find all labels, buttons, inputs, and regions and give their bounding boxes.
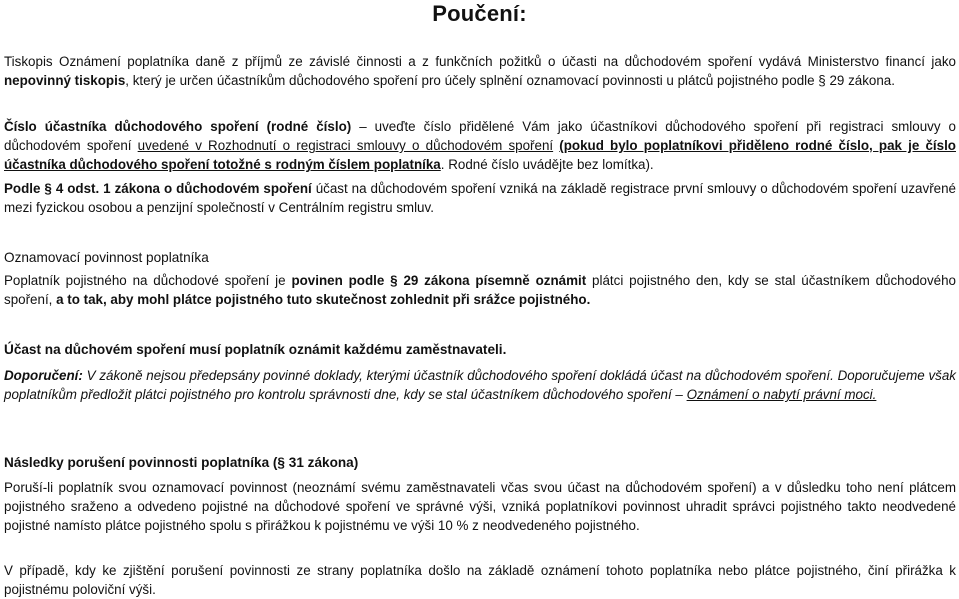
recommendation-document-name: Oznámení o nabytí právní moci. bbox=[686, 387, 877, 402]
participant-number-paragraph bbox=[4, 117, 956, 174]
law-reference-text: účast na důchodovém spoření vzniká na základě registrace první smlouvy o důchodovém spoření uzavřené mezi fyzickou osobou a penzijní společností v Centrálním registru smluv. bbox=[4, 181, 956, 215]
participant-number-text-1: – uveďte číslo přidělené Vám jako účastníkovi důchodového spoření při registraci smlouvy o důchodovém spoření bbox=[4, 119, 956, 153]
consequences-heading-text: Následky porušení povinnosti poplatníka (§ 31 zákona) bbox=[4, 455, 359, 470]
every-employer-heading bbox=[4, 340, 956, 359]
notification-emphasis-2: a to tak, aby mohl plátce pojistného tuto skutečnost zohlednit při srážce pojistného. bbox=[56, 292, 591, 307]
notification-text-2: plátci pojistného den, kdy se stal účastníkem důchodového spoření, bbox=[4, 273, 956, 307]
consequences-paragraph-2: V případě, kdy ke zjištění porušení povinnosti ze strany poplatníka došlo na základě oznámení tohoto poplatníka nebo plátce pojistného, činí přirážka k pojistnému poloviční výši. bbox=[4, 563, 956, 597]
consequences-heading bbox=[4, 453, 956, 472]
notification-duty-paragraph bbox=[4, 271, 956, 309]
notification-duty-heading: Oznamovací povinnost poplatníka bbox=[4, 250, 209, 265]
intro-emphasis: nepovinný tiskopis bbox=[4, 73, 126, 88]
notification-text-1: Poplatník pojistného na důchodové spoření je bbox=[4, 273, 292, 288]
participant-number-note: (pokud bylo poplatníkovi přiděleno rodné číslo, pak je číslo účastníka důchodového spoření totožné s rodným číslem poplatníka bbox=[4, 138, 956, 172]
law-reference-label: Podle § 4 odst. 1 zákona o důchodovém spoření bbox=[4, 181, 312, 196]
recommendation-text: V zákoně nejsou předepsány povinné doklady, kterými účastník důchodového spoření dokládá účast na důchodovém spoření. Doporučujeme však poplatníkům předložit plátci pojistného pro kontrolu správnosti dne, kdy se stal účastníkem důchodového spoření – bbox=[4, 368, 956, 402]
recommendation-paragraph bbox=[4, 366, 956, 404]
page-title: Poučení: bbox=[432, 1, 527, 26]
law-reference-paragraph bbox=[4, 179, 956, 217]
intro-text-2: , který je určen účastníkům důchodového spoření pro účely splnění oznamovací povinnosti u plátců pojistného podle § 29 zákona. bbox=[125, 73, 895, 88]
notification-emphasis-1: povinen podle § 29 zákona písemně oznámit bbox=[291, 273, 587, 288]
participant-number-underlined: uvedené v Rozhodnutí o registraci smlouvy o důchodovém spoření bbox=[137, 138, 554, 153]
intro-paragraph bbox=[4, 52, 956, 90]
participant-number-text-2: . Rodné číslo uvádějte bez lomítka). bbox=[440, 157, 654, 172]
every-employer-text: Účast na důchovém spoření musí poplatník oznámit každému zaměstnavateli. bbox=[4, 342, 507, 357]
consequences-paragraph-1: Poruší-li poplatník svou oznamovací povinnost (neoznámí svému zaměstnavateli včas svou účast na důchodovém spoření) a v důsledku toho není plátcem pojistného sraženo a odvedeno pojistné na důchodové spoření ve správné výši, vzniká poplatníkovi povinnost uhradit správci pojistného takto neodvedené pojistné namísto plátce pojistného spolu s přirážkou k pojistnému ve výši 10 % z neodvedeného pojistného. bbox=[4, 480, 956, 533]
participant-number-label: Číslo účastníka důchodového spoření (rodné číslo) bbox=[4, 119, 352, 134]
recommendation-label: Doporučení: bbox=[4, 368, 83, 383]
intro-text-1: Tiskopis Oznámení poplatníka daně z příjmů ze závislé činnosti a z funkčních požitků o účasti na důchodovém spoření vydává Ministerstvo financí jako bbox=[4, 54, 956, 69]
